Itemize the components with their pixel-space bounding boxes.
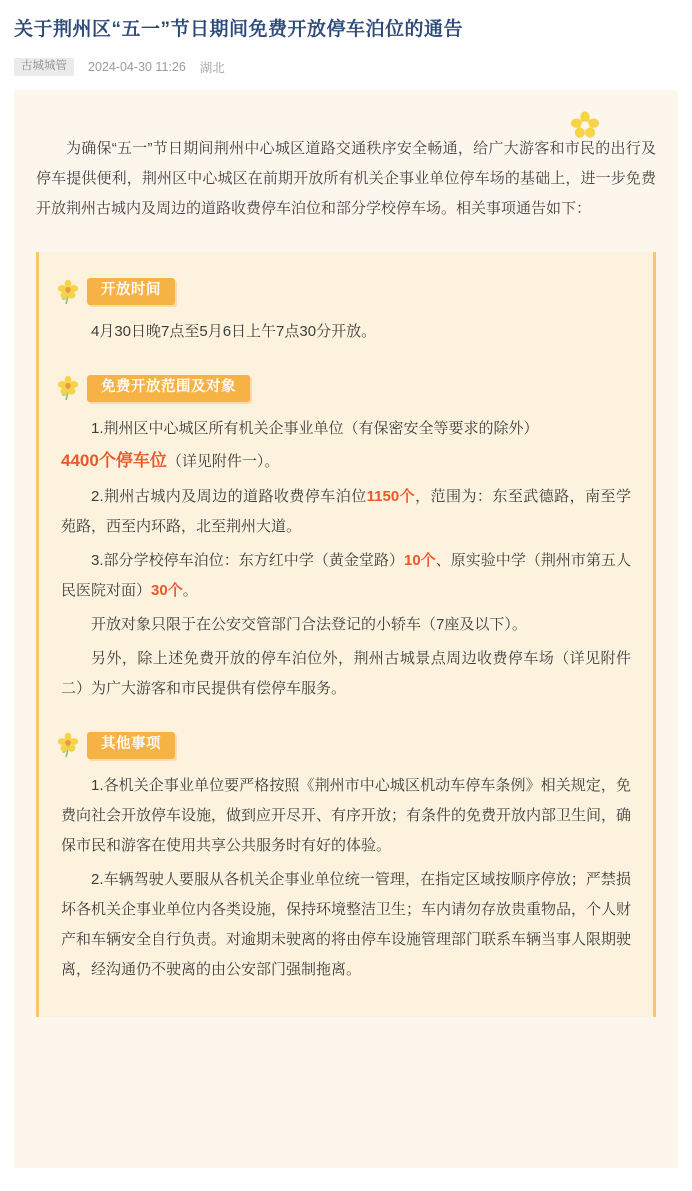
intro-paragraph: 为确保“五一”节日期间荆州中心城区道路交通秩序安全畅通，给广大游客和市民的出行及停车提供便利，荆州区中心城区在前期开放所有机关企事业单位停车场的基础上，进一步免费开放荆州古城内及周边的道路收费停车泊位和部分学校停车场。相关事项通告如下：: [36, 140, 656, 218]
highlight-parking-count: 4400个停车位: [61, 450, 167, 470]
section-other: [39, 726, 653, 991]
paragraph: 1.各机关企事业单位要严格按照《荆州市中心城区机动车停车条例》相关规定，免费向社会开放停车设施，做到应开尽开、有序开放；有条件的免费开放内部卫生间，确保市民和游客在使用共享公共服务时有好的体验。: [61, 776, 632, 854]
section-open-time: [39, 272, 653, 353]
section-header: [39, 369, 653, 412]
text-part: （详见附件一）。: [166, 452, 280, 470]
article-header: [0, 0, 692, 90]
highlight-count: 1150个: [366, 487, 416, 505]
text-part: ，范围为：东至武德路，南至学苑路，西至内环路，北至荆州大道。: [61, 487, 631, 535]
paragraph: 另外，除上述免费开放的停车泊位外，荆州古城景点周边收费停车场（详见附件二）为广大游客和市民提供有偿停车服务。: [61, 649, 631, 697]
flower-icon: [570, 110, 600, 140]
highlight-count: 10个: [403, 551, 436, 569]
paragraph: [39, 544, 653, 608]
text-part: 。: [182, 581, 198, 599]
article-meta: [14, 58, 678, 91]
paragraph: 开放对象只限于在公安交管部门合法登记的小轿车（7座及以下）。: [91, 615, 527, 633]
section-label: 开放时间: [87, 278, 175, 305]
flower-icon: [57, 732, 79, 758]
publish-location: 湖北: [199, 60, 225, 75]
article-body-card: [14, 90, 678, 1168]
section-label: 其他事项: [87, 732, 175, 759]
section-header: [39, 272, 653, 315]
paragraph: 4月30日晚7点至5月6日上午7点30分开放。: [91, 322, 377, 340]
highlight-count: 30个: [151, 581, 183, 599]
source-badge: 古城城管: [14, 58, 74, 77]
paragraph: [39, 480, 653, 544]
flower-icon: [57, 279, 79, 305]
section-header: [39, 726, 653, 769]
paragraph: 2.车辆驾驶人要服从各机关企事业单位统一管理，在指定区域按顺序停放；严禁损坏各机关企事业单位内各类设施，保持环境整洁卫生；车内请勿存放贵重物品，个人财产和车辆安全自行负责。对逾期未驶离的将由停车设施管理部门联系车辆当事人限期驶离，经沟通仍不驶离的由公安部门强制拖离。: [61, 870, 632, 978]
notice-panel: [36, 252, 656, 1017]
text-part: 2.荆州古城内及周边的道路收费停车泊位: [91, 487, 367, 505]
text-part: 1.荆州区中心城区所有机关企事业单位（有保密安全等要求的除外）: [91, 419, 539, 437]
paragraph: [39, 412, 653, 480]
section-scope: [39, 369, 653, 710]
text-part: 、原实验中学（荆州市第五人民医院对面）: [61, 551, 631, 599]
page-title: 关于荆州区“五一”节日期间免费开放停车泊位的通告: [14, 19, 464, 40]
flower-icon: [57, 375, 79, 401]
section-label: 免费开放范围及对象: [87, 375, 250, 402]
publish-date: 2024-04-30 11:26: [88, 59, 186, 74]
text-part: 3.部分学校停车泊位：东方红中学（黄金堂路）: [91, 551, 404, 569]
